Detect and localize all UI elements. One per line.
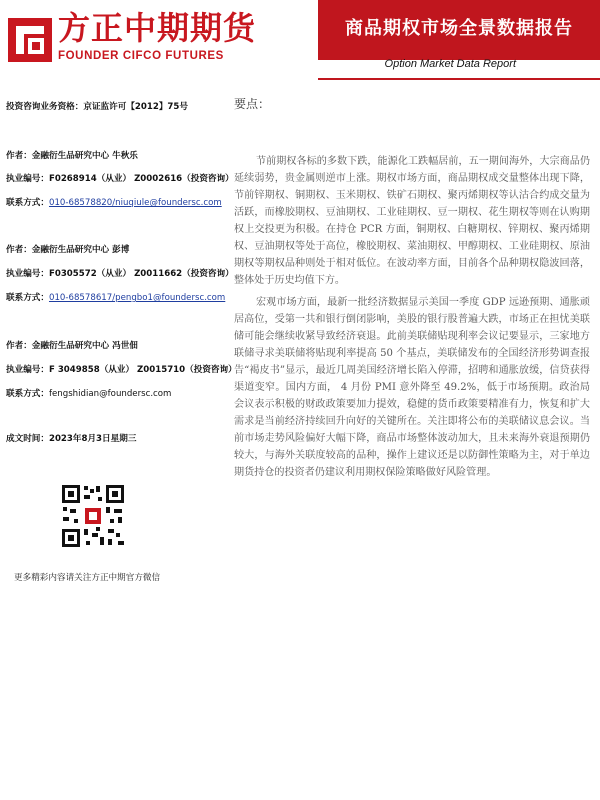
qr-caption: 更多精彩内容请关注方正中期官方微信 [14, 573, 161, 583]
report-header [0, 0, 600, 78]
founder-logo-icon [8, 18, 52, 62]
contact-line [6, 196, 222, 208]
report-subtitle: Option Market Data Report [384, 58, 516, 70]
practice-number: 执业编号：F 3049858（从业） Z0015710（投资咨询） [6, 365, 237, 375]
report-title-bar [318, 0, 600, 60]
contact-label: 联系方式： [6, 389, 49, 399]
contact-link[interactable]: 010-68578617/pengbo1@foundersc.com [48, 293, 226, 303]
author-line: 作者：金融衍生品研究中心 彭博 [6, 245, 130, 255]
contact-line [6, 291, 225, 303]
header-divider [318, 78, 600, 80]
paragraph-options-market: 节前期权各标的多数下跌，能源化工跌幅居前，五一期间海外，大宗商品仍延续弱势，贵金属则逆市上涨。期权市场方面，商品期权成交量整体出现下降，节前锌期权、铜期权、玉米期权、铁矿石期权、聚丙烯期权等认沽合约成交量为活跃，而橡胶期权、豆油期权、工业硅期权、豆一期权、花生期权等则在认购期权上交投更为积极。在持仓 PCR 方面，铜期权、白糖期权、锌期权、聚丙烯期权、豆油期权等处于高位，橡胶期权、菜油期权、甲醇期权、工业硅期权、原油期权等期权品种则处于相对低位。在波动率方面，目前各个品种期权隐波回落，整体处于历史均值下方。 [234, 156, 590, 286]
contact-label: 联系方式： [6, 293, 49, 303]
contact-label: 联系方式： [6, 198, 49, 208]
brand-name-cn: 方正中期期货 [58, 9, 257, 47]
contact-line [6, 387, 171, 399]
qr-code-icon [60, 483, 126, 549]
paragraph-macro-market: 宏观市场方面，最新一批经济数据显示美国一季度 GDP 远逊预期、通胀顽居高位，受第一共和银行倒闭影响，美股的银行股普遍大跌，市场正在担忧美联储可能会继续收紧导致经济衰退。此前美联储贴现利率会议记要显示，三家地方联储寻求美联储将贴现利率提高 50 个基点，美联储发布的全国经济形势调查报告“褐皮书”显示，最近几周美国经济增长陷入停滞，招聘和通胀放缓，信贷获得渠道变窄。国内方面， 4 月份 PMI 意外降至 49.2%，低于市场预期。政治局会议表示积极的财政政策要加力提效，稳健的货币政策要精准有力，恢复和扩大需求是当前经济持续回升向好的关键所在。关注即将公布的美联储议息会议。当前市场走势风险偏好大幅下降，商品市场整体波动加大，且未来海外衰退预期仍较大，与海外关联度较高的品种，操作上建议还是以防御性策略为主，对于单边期货持仓的投资者仍建议利用期权保险策略做好风险管理。 [234, 297, 590, 478]
key-points-heading: 要点： [234, 97, 271, 111]
qualification: 投资咨询业务资格：京证监许可【2012】75号 [6, 102, 188, 112]
publish-date: 成文时间：2023年8月3日星期三 [6, 434, 137, 444]
report-title: 商品期权市场全景数据报告 [345, 18, 573, 39]
author-line: 作者：金融衍生品研究中心 冯世佃 [6, 341, 138, 351]
practice-number: 执业编号：F0268914（从业） Z0002616（投资咨询） [6, 174, 234, 184]
contact-email: fengshidian@foundersc.com [48, 389, 172, 399]
author-line: 作者：金融衍生品研究中心 牛秋乐 [6, 151, 138, 161]
brand-name-en: FOUNDER CIFCO FUTURES [58, 50, 224, 62]
contact-link[interactable]: 010-68578820/niuqiule@foundersc.com [48, 198, 222, 208]
practice-number: 执业编号：F0305572（从业） Z0011662（投资咨询） [6, 269, 234, 279]
